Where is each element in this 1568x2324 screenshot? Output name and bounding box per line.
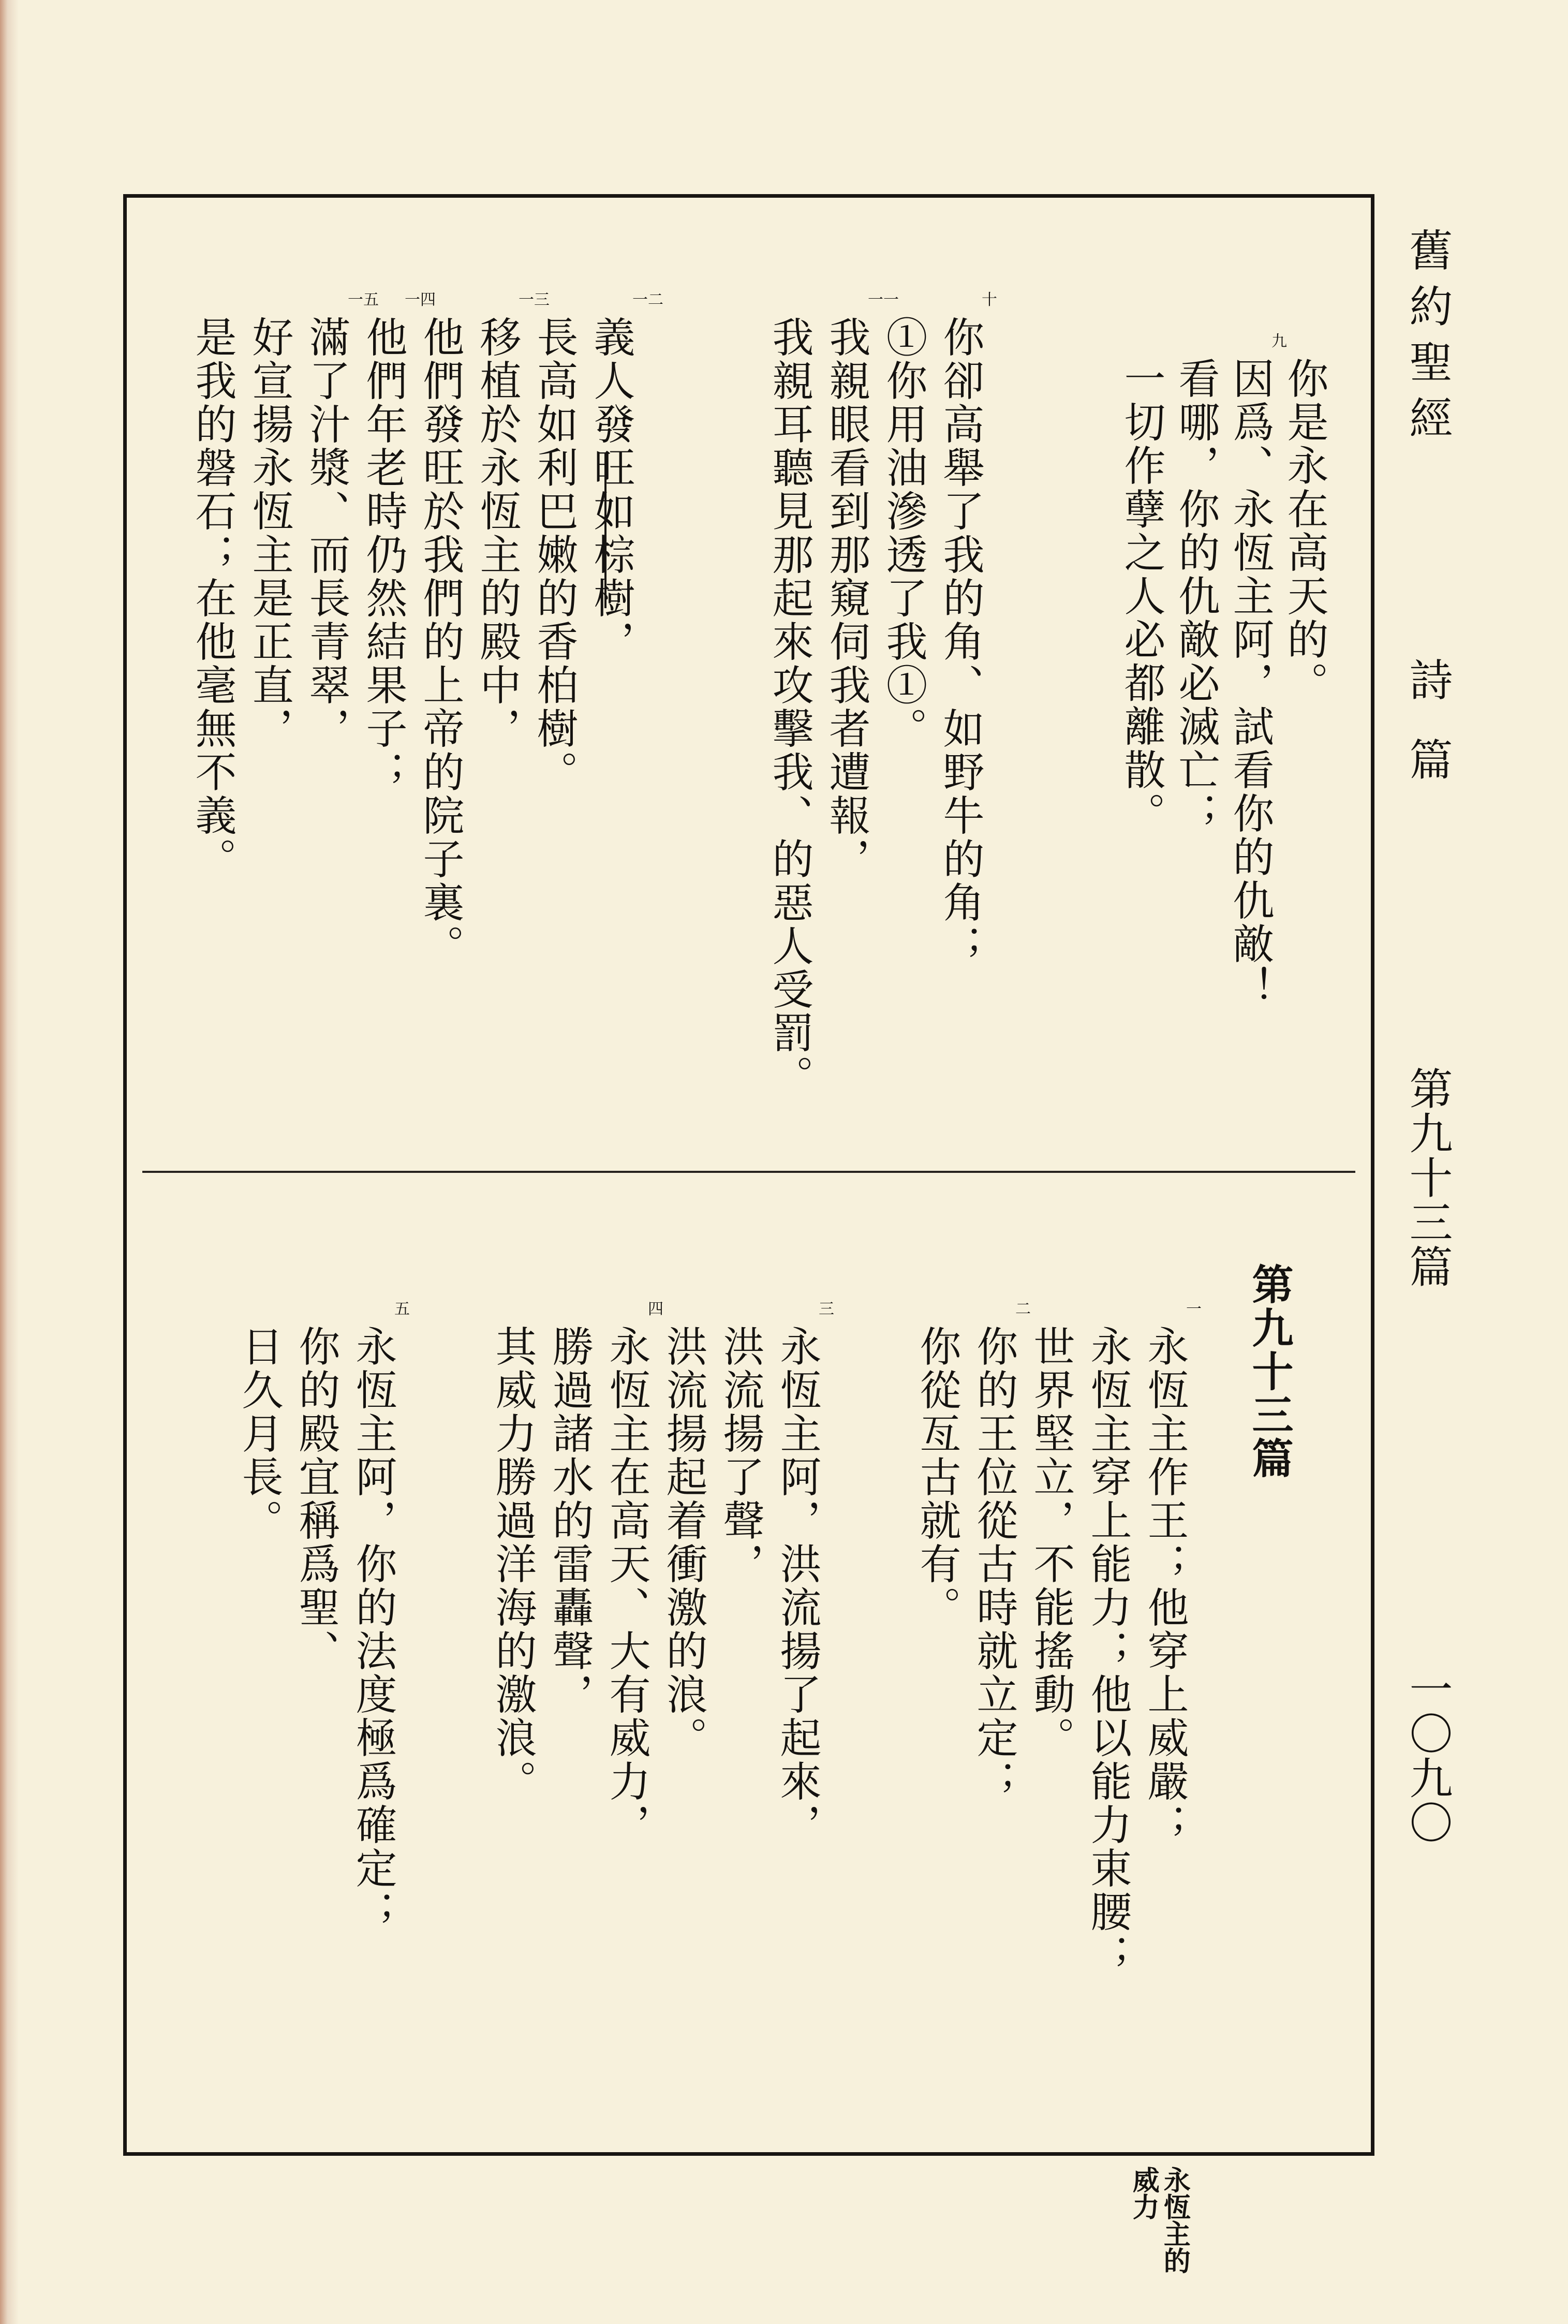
psalm-heading: 第九十三篇 bbox=[1245, 1263, 1293, 1480]
verse-number: 四 bbox=[648, 1300, 663, 1318]
verse-line: 你是永在高天的。 bbox=[1280, 357, 1328, 705]
verse-number: 一二 bbox=[632, 291, 663, 309]
section-divider bbox=[142, 1171, 1355, 1173]
verse-line: 好宣揚永恆主是正直， bbox=[245, 316, 293, 751]
verse-line: 看哪，你的仇敵必滅亡； bbox=[1172, 357, 1220, 835]
verse-line: 永恆主作王；他穿上威嚴； bbox=[1141, 1325, 1189, 1847]
verse-number: 一三 bbox=[519, 291, 550, 309]
verse-line: 日久月長。 bbox=[235, 1325, 283, 1542]
verse-line: 滿了汁漿、而長青翠， bbox=[302, 316, 350, 751]
verse-line: 永恆主阿，你的法度極爲確定； bbox=[349, 1325, 397, 1934]
cedar-mark bbox=[604, 453, 607, 608]
verse-line: 我親眼看到那窺伺我者遭報， bbox=[822, 316, 870, 881]
page-number: 一〇九〇 bbox=[1402, 1667, 1453, 1845]
verse-line: ①你用油滲透了我①。 bbox=[879, 316, 927, 751]
verse-number: 三 bbox=[819, 1300, 834, 1318]
verse-line: 移植於永恆主的殿中， bbox=[473, 316, 521, 751]
verse-line: 你卻高舉了我的角、如野牛的角； bbox=[936, 316, 984, 968]
verse-line: 義人發旺如棕樹， bbox=[587, 316, 635, 664]
verse-line: 永恆主阿，洪流揚了起來， bbox=[773, 1325, 821, 1847]
verse-line: 你從亙古就有。 bbox=[913, 1325, 961, 1629]
verse-line: 你的王位從古時就立定； bbox=[970, 1325, 1018, 1803]
verse-line: 洪流揚起着衝激的浪。 bbox=[659, 1325, 707, 1760]
verse-number: 一一 bbox=[868, 291, 899, 309]
verse-line: 洪流揚了聲， bbox=[716, 1325, 764, 1586]
side-note-line-2: 威力 bbox=[1128, 2166, 1159, 2220]
book-title: 舊約聖經 bbox=[1402, 228, 1453, 451]
verse-number: 一四 bbox=[405, 291, 436, 309]
verse-number: 一 bbox=[1186, 1300, 1202, 1318]
verse-line: 永恆主在高天、大有威力， bbox=[602, 1325, 650, 1847]
verse-line: 因爲、永恆主阿，試看你的仇敵！ bbox=[1226, 357, 1274, 1009]
verse-line: 永恆主穿上能力；他以能力束腰； bbox=[1084, 1325, 1132, 1977]
verse-line: 其威力勝過洋海的激浪。 bbox=[489, 1325, 537, 1803]
verse-line: 是我的磐石；在他毫無不義。 bbox=[188, 316, 236, 881]
page-edge bbox=[0, 0, 19, 2324]
chapter-title: 第九十三篇 bbox=[1402, 1066, 1453, 1289]
verse-line: 長高如利巴嫩的香柏樹。 bbox=[530, 316, 578, 794]
section-title: 詩篇 bbox=[1402, 657, 1453, 817]
verse-number: 十 bbox=[982, 291, 997, 309]
verse-number: 二 bbox=[1015, 1300, 1031, 1318]
verse-line: 我親耳聽見那起來攻擊我、的惡人受罰。 bbox=[765, 316, 813, 1098]
verse-line: 他們年老時仍然結果子； bbox=[359, 316, 407, 794]
side-note-line-1: 永恆主的 bbox=[1159, 2166, 1190, 2274]
verse-line: 勝過諸水的雷轟聲， bbox=[545, 1325, 594, 1716]
verse-line: 你的殿宜稱爲聖、 bbox=[292, 1325, 340, 1673]
verse-number: 五 bbox=[394, 1300, 410, 1318]
verse-line: 他們發旺於我們的上帝的院子裏。 bbox=[416, 316, 464, 968]
verse-number: 一五 bbox=[348, 291, 379, 309]
verse-line: 一切作孽之人必都離散。 bbox=[1117, 357, 1165, 835]
verse-line: 世界堅立，不能搖動。 bbox=[1027, 1325, 1075, 1760]
verse-number: 九 bbox=[1271, 332, 1287, 350]
